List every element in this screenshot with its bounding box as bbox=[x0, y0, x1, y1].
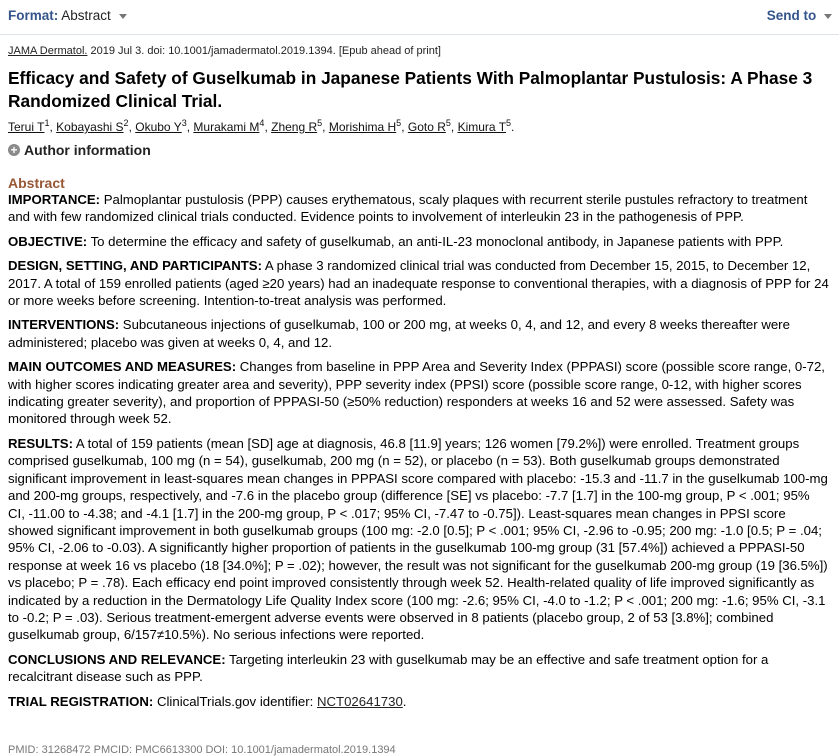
abstract-section-interventions: INTERVENTIONS: Subcutaneous injections of guselkumab, 100 or 200 mg, at weeks 0, 4, and 12, and every 8 weeks thereafter were administered; placebo was given at weeks 0, 4, and 12. bbox=[8, 317, 790, 350]
author-link[interactable]: Murakami $M^4$ bbox=[193, 118, 265, 134]
top-toolbar bbox=[0, 0, 839, 35]
author-link[interactable]: Zheng $R^5$ bbox=[271, 118, 323, 134]
journal-link[interactable]: JAMA Dermatol. bbox=[8, 45, 88, 57]
abstract-section-design: DESIGN, SETTING, AND PARTICIPANTS: A phase 3 randomized clinical trial was conducted from December 15, 2015, to December 12, 2017. A total of 159 enrolled patients (aged ≥20 years) had an inadequate response to conventional therapies, with a diagnosis of PPP for 24 or more weeks before screening. Intention-to-treat analysis was performed. bbox=[8, 258, 829, 309]
article-identifiers: PMID: 31268472 PMCID: PMC6613300 DOI: 10.1001/jamadermatol.2019.1394 bbox=[8, 744, 396, 756]
author-link[interactable]: Terui $T^1$ bbox=[8, 118, 50, 134]
author-link[interactable]: Okubo $Y^3$ bbox=[135, 118, 187, 134]
chevron-down-icon[interactable] bbox=[824, 14, 832, 19]
abstract-heading: Abstract bbox=[8, 175, 65, 191]
abstract-section-trial-registration: TRIAL REGISTRATION: ClinicalTrials.gov identifier: NCT02641730. bbox=[8, 693, 407, 709]
trial-registration-link[interactable]: NCT02641730 bbox=[317, 693, 403, 709]
author-link[interactable]: Morishima $H^5$ bbox=[328, 118, 402, 134]
plus-icon[interactable]: + bbox=[8, 144, 20, 156]
format-selector[interactable] bbox=[8, 8, 127, 23]
format-value[interactable]: Abstract bbox=[61, 8, 111, 23]
author-link[interactable]: Goto $R^5$ bbox=[407, 118, 451, 134]
author-list: Terui $T^1$, Kobayashi $S^2$, Okubo $Y^3$, Murakami $M^4$, Zheng $R^5$, Morishima $H^5$, Goto $R^5$, Kimura $T^5$. bbox=[8, 118, 515, 134]
abstract-section-objective: OBJECTIVE: To determine the efficacy and safety of guselkumab, an anti-IL-23 monoclonal antibody, in Japanese patients with PPP. bbox=[8, 233, 784, 249]
author-link[interactable]: Kimura $T^5$ bbox=[457, 118, 512, 134]
abstract-section-conclusions: CONCLUSIONS AND RELEVANCE: Targeting interleukin 23 with guselkumab may be an effective and safe treatment option for a recalcitrant disease such as PPP. bbox=[8, 651, 769, 685]
abstract-section-importance: IMPORTANCE: Palmoplantar pustulosis (PPP) causes erythematous, scaly plaques with recurrent sterile pustules refractory to treatment and with few randomized clinical trials conducted. Evidence points to involvement of interleukin 23 in the pathogenesis of PPP. bbox=[8, 192, 808, 225]
article-title: Efficacy and Safety of Guselkumab in Japanese Patients With Palmoplantar Pustulosis: A Phase 3 Randomized Clinical Trial. bbox=[8, 68, 813, 111]
author-link[interactable]: Kobayashi $S^2$ bbox=[56, 118, 129, 134]
abstract-section-outcomes: MAIN OUTCOMES AND MEASURES: Changes from baseline in PPP Area and Severity Index (PPPASI) score (possible score range, 0-72, with higher scores indicating greater area and severity), PPP severity index (PPSI) score (possible score range, 0-12, with higher scores indicating greater severity), and proportion of PPPASI-50 (≥50% reduction) responders at weeks 16 and 52 were assessed. Safety was monitored through week 52. bbox=[8, 359, 825, 427]
send-to-menu[interactable] bbox=[767, 8, 832, 23]
author-info-label[interactable]: Author information bbox=[24, 142, 151, 158]
abstract-section-results: RESULTS: A total of 159 patients (mean [SD] age at diagnosis, 46.8 [11.9] years; 126 women [79.2%]) were enrolled. Treatment groups comprised guselkumab, 100 mg (n = 54), guselkumab, 200 mg (n = 52), or placebo (n = 53). Both guselkumab groups demonstrated significant improvement in least-squares mean changes in PPPASI score compared with placebo: -15.3 and -11.7 in the guselkumab 100-mg and 200-mg groups, respectively, and -7.6 in the placebo group (difference [SE] vs placebo: -7.7 [1.7] in the 100-mg group, P < .001; 95% CI, -11.00 to -4.38; and -4.1 [1.7] in the 200-mg group, P < .017; 95% CI, -7.47 to -0.75]). Least-squares mean changes in PPSI score showed significant improvement in both guselkumab groups (100 mg: -2.0 [0.5]; P < .001; 95% CI, -2.96 to -0.95; 200 mg: -1.0 [0.5; P = .04; 95% CI, -2.06 to -0.03). A significantly higher proportion of patients in the guselkumab 100-mg group (31 [57.4%]) achieved a PPPASI-50 response at week 16 vs placebo (18 [34.0%]; P = .02); however, the result was not significant for the guselkumab 200-mg group (19 [36.5%]) vs placebo; P = .78). Each efficacy end point improved consistently through week 52. Health-related quality of life improved significantly as indicated by a reduction in the Dermatology Life Quality Index score (100 mg: -2.6; 95% CI, -4.0 to -1.2; P < .001; 200 mg: -1.6; 95% CI, -3.1 to -0.2; P = .03). Serious treatment-emergent adverse events were observed in 8 patients (placebo group, 2 of 53 [3.8%]; combined guselkumab group, 6/157≠10.5%). No serious infections were reported. bbox=[8, 435, 828, 643]
author-information-toggle[interactable] bbox=[8, 142, 151, 158]
citation-details: 2019 Jul 3. doi: 10.1001/jamadermatol.2019.1394. [Epub ahead of print] bbox=[87, 45, 441, 57]
chevron-down-icon[interactable] bbox=[119, 14, 127, 19]
citation-line bbox=[8, 45, 441, 57]
abstract-body bbox=[8, 191, 830, 717]
send-to-label[interactable]: Send to bbox=[766, 8, 817, 23]
format-label: Format: bbox=[8, 8, 59, 23]
